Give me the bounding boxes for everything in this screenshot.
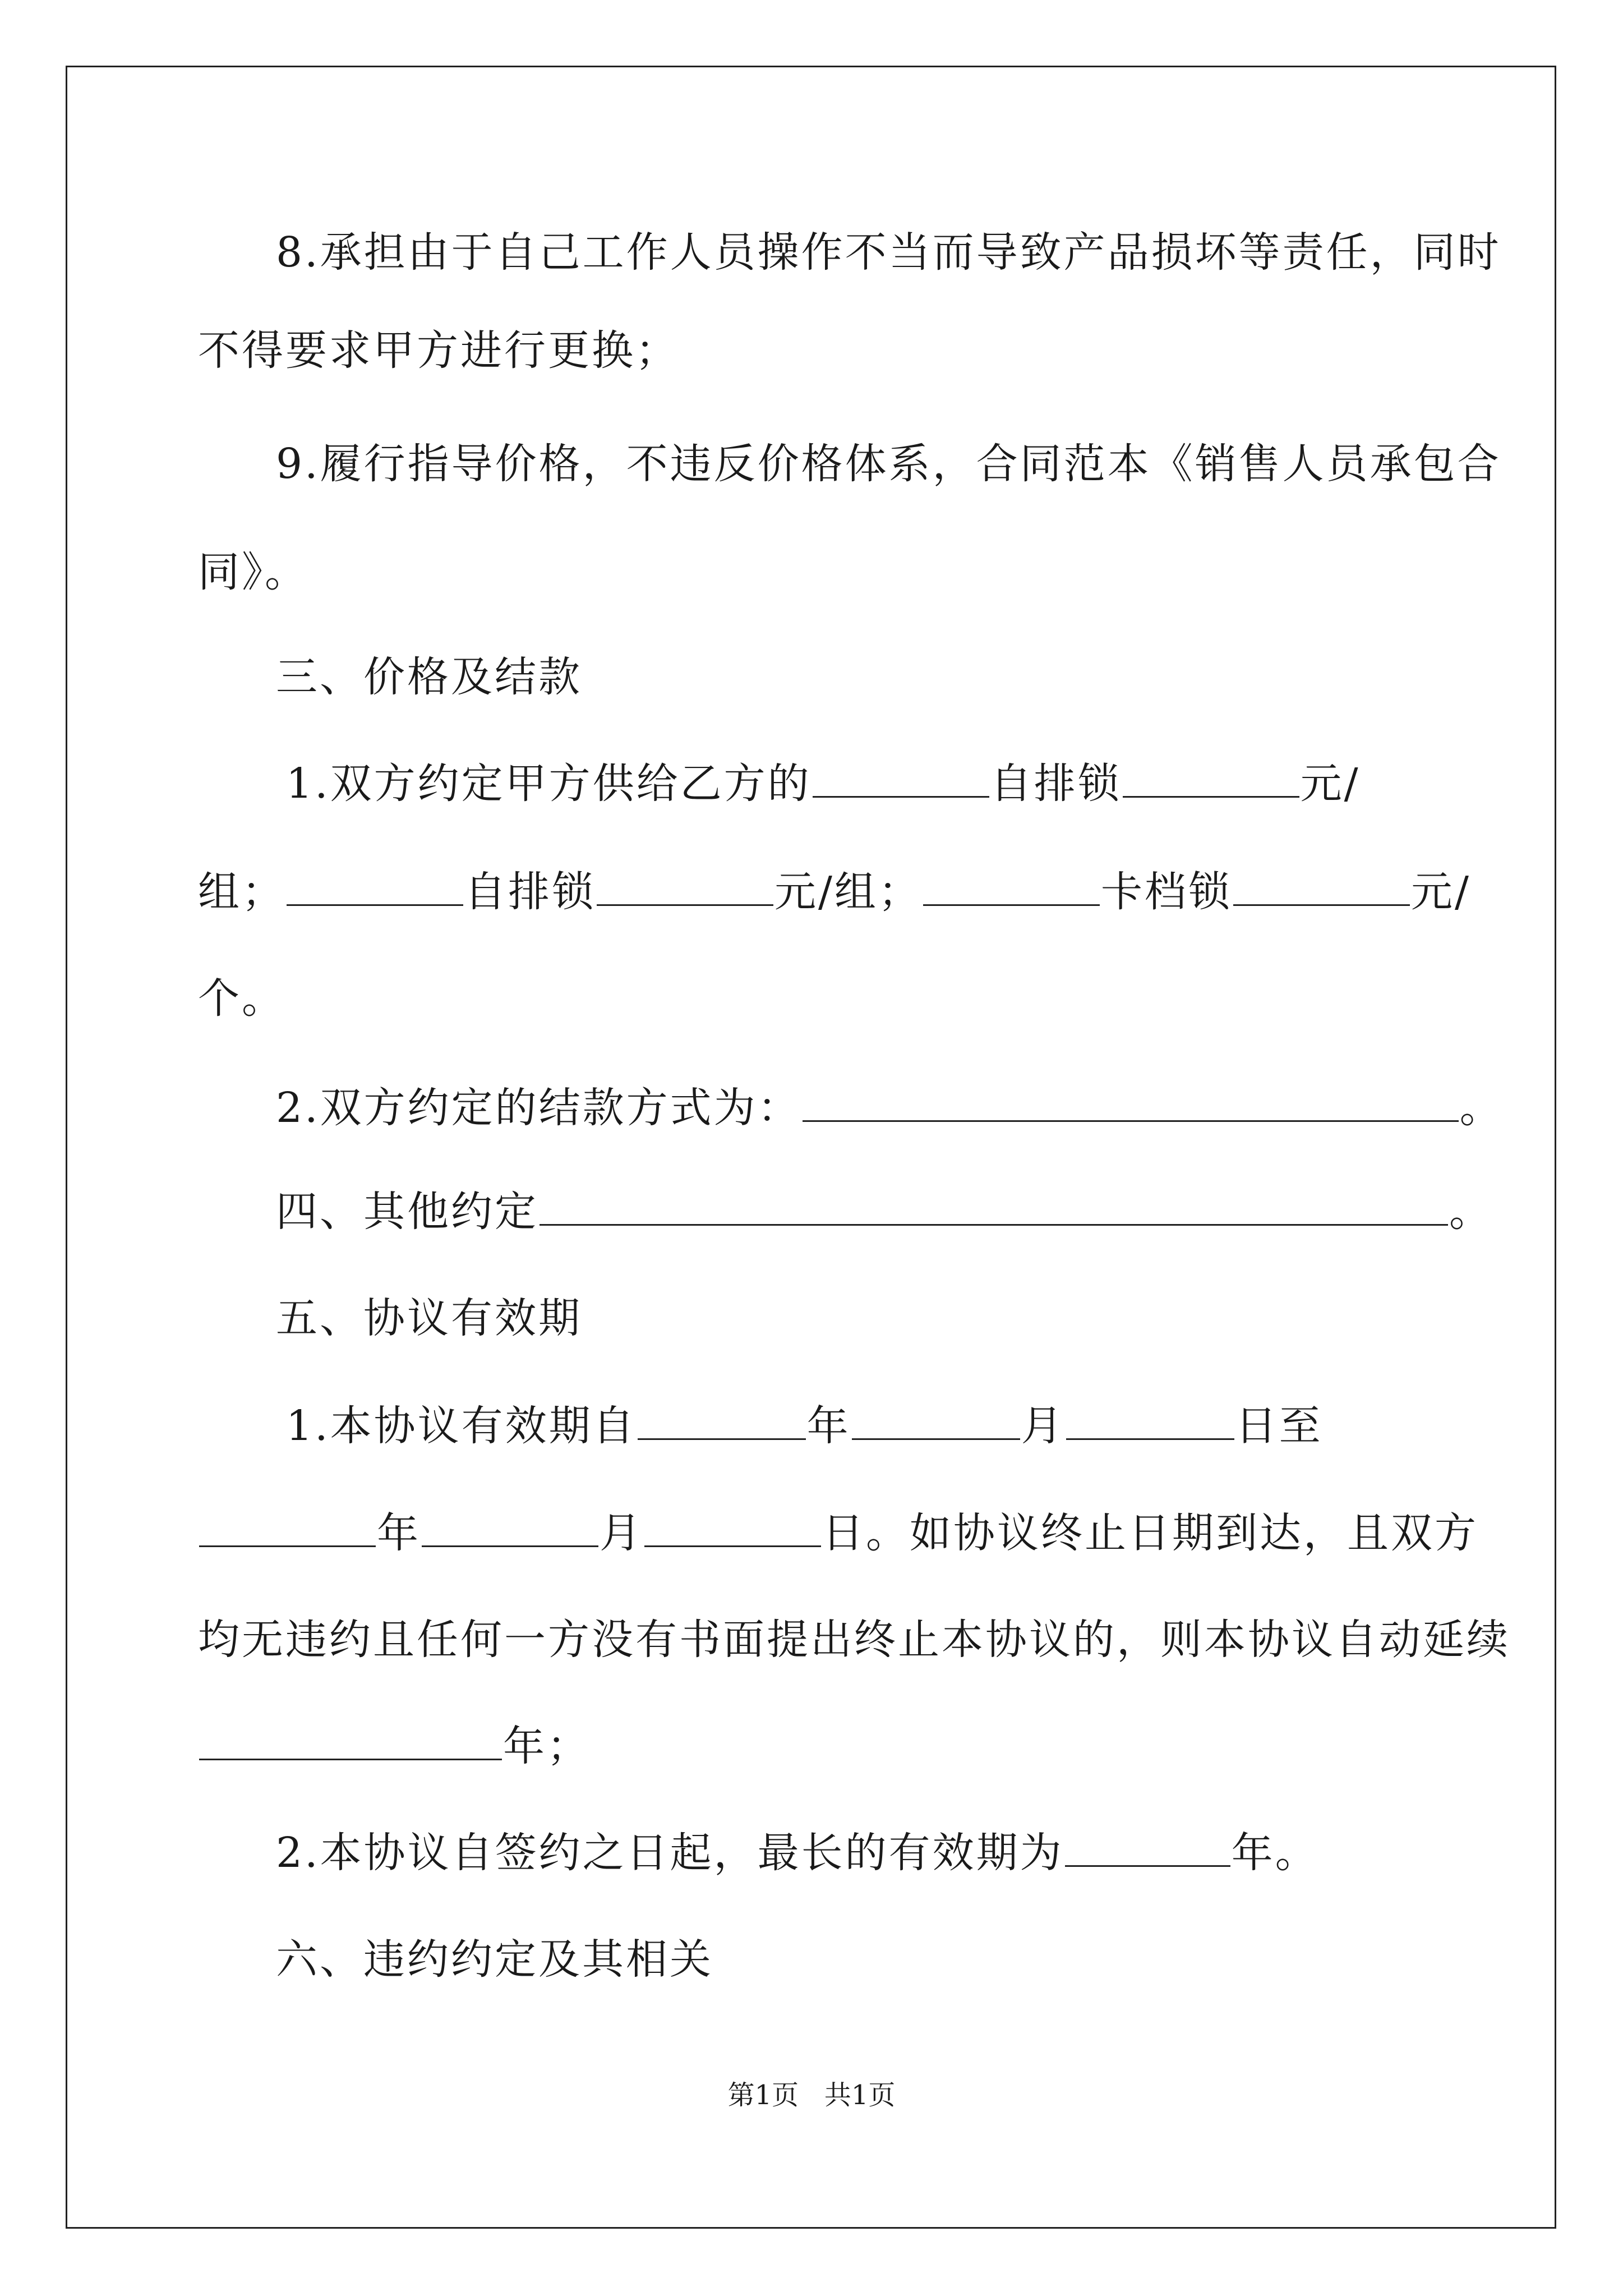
- blank-product-3[interactable]: [923, 869, 1100, 906]
- clause-5-1-line-3: 均无违约且任何一方没有书面提出终止本协议的，则本协议自动延续: [198, 1616, 1510, 1664]
- blank-product-1[interactable]: [813, 761, 989, 798]
- clause-3-1-line-2: [198, 867, 1471, 917]
- blank-end-year[interactable]: [199, 1511, 376, 1547]
- clause-3-1-lead: 1.双方约定甲方供给乙方的: [286, 760, 811, 808]
- clause-5-2-lead: 2.本协议自签约之日起，最长的有效期为: [276, 1829, 1064, 1877]
- clause-3-1-line-3: 个。: [198, 974, 285, 1023]
- clause-3-2-lead: 2.双方约定的结款方式为：: [276, 1084, 801, 1132]
- blank-settlement-method[interactable]: [803, 1085, 1459, 1122]
- blank-start-year[interactable]: [638, 1404, 806, 1440]
- year-label-2: 年: [377, 1509, 421, 1557]
- clause-8-line-1: 8.承担由于自己工作人员操作不当而导致产品损坏等责任，同时: [276, 228, 1501, 277]
- blank-end-month[interactable]: [422, 1511, 598, 1547]
- blank-product-2[interactable]: [287, 869, 463, 906]
- period-mark: 。: [1459, 1084, 1504, 1132]
- section-5-title: 五、协议有效期: [276, 1294, 582, 1342]
- blank-price-3[interactable]: [1233, 869, 1410, 906]
- year-label-1: 年: [806, 1402, 851, 1450]
- clause-5-1-line-1: [286, 1401, 1323, 1451]
- blank-price-1[interactable]: [1123, 761, 1299, 798]
- slash: /: [1344, 760, 1361, 808]
- section-6-title: 六、违约约定及其相关: [276, 1935, 713, 1984]
- blank-price-2[interactable]: [597, 869, 773, 906]
- clause-5-1-line-4: [198, 1721, 591, 1772]
- clause-5-2: [276, 1828, 1319, 1878]
- self-lock-label: 自排锁: [990, 760, 1122, 808]
- clause-8-line-2: 不得要求甲方进行更换；: [198, 326, 679, 375]
- blank-end-day[interactable]: [644, 1511, 821, 1547]
- yuan-group-label: 元/组；: [774, 868, 922, 916]
- month-label-1: 月: [1021, 1402, 1065, 1450]
- page-border: [66, 66, 1556, 2229]
- section-4-title: 四、其他约定: [276, 1188, 538, 1236]
- section-3-title: 三、价格及结款: [276, 653, 582, 701]
- self-lock-label-2: 自排锁: [464, 868, 596, 916]
- clause-5-1-lead: 1.本协议有效期自: [286, 1402, 637, 1450]
- blank-start-day[interactable]: [1066, 1404, 1234, 1440]
- group-prefix: 组；: [198, 868, 285, 916]
- page-footer: 第1页 共1页: [727, 2079, 896, 2111]
- section-4: [276, 1186, 1493, 1237]
- blank-max-validity[interactable]: [1065, 1830, 1230, 1867]
- yuan-label-2: 元: [1410, 868, 1455, 916]
- card-lock-label: 卡档锁: [1100, 868, 1232, 916]
- slash-2: /: [1454, 868, 1471, 916]
- year-semicolon: 年；: [503, 1722, 591, 1770]
- period-mark-2: 。: [1449, 1188, 1493, 1236]
- yuan-label: 元: [1300, 760, 1344, 808]
- month-label-2: 月: [600, 1509, 643, 1557]
- clause-9-line-1: 9.履行指导价格，不违反价格体系，合同范本《销售人员承包合: [276, 440, 1501, 488]
- clause-3-2: [276, 1083, 1504, 1133]
- blank-renewal-years[interactable]: [199, 1724, 502, 1760]
- clause-9-line-2: 同》。: [198, 548, 308, 596]
- day-to-label: 日至: [1235, 1402, 1323, 1450]
- blank-other-terms[interactable]: [540, 1189, 1448, 1226]
- clause-5-1-line-2-tail: 日。如协议终止日期到达，且双方: [822, 1509, 1478, 1557]
- clause-3-1-line-1: [286, 758, 1361, 809]
- year-period: 年。: [1231, 1829, 1319, 1877]
- blank-start-month[interactable]: [852, 1404, 1020, 1440]
- clause-5-1-line-2: [198, 1508, 1478, 1558]
